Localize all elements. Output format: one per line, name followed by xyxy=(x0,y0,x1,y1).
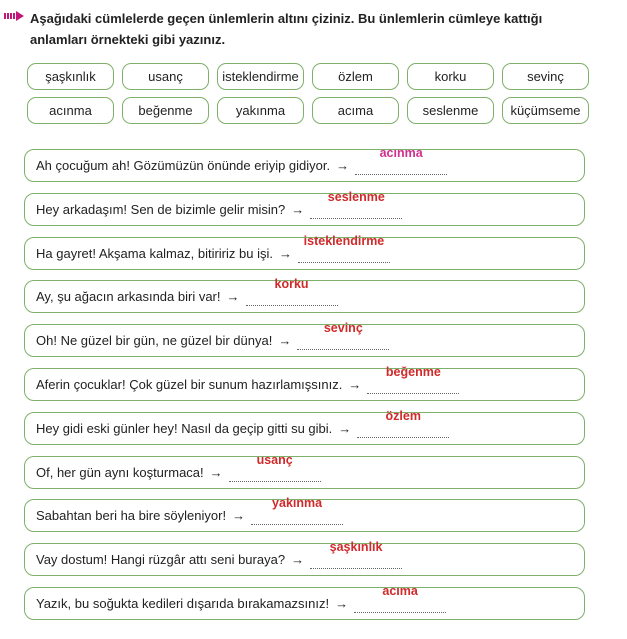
word-bank-item: isteklendirme xyxy=(217,63,304,90)
sentence-list xyxy=(24,146,585,631)
sentence-row xyxy=(24,540,585,576)
right-arrow-icon: → xyxy=(226,289,240,305)
answer-text: yakınma xyxy=(272,496,323,511)
right-arrow-icon: → xyxy=(232,508,246,524)
answer-field[interactable] xyxy=(367,364,459,394)
answer-text: isteklendirme xyxy=(303,233,385,248)
right-arrow-icon: → xyxy=(348,376,362,392)
answer-field[interactable] xyxy=(355,146,447,175)
answer-text: beğenme xyxy=(385,364,441,379)
answer-text: şaşkınlık xyxy=(329,540,383,555)
sentence-row xyxy=(24,408,585,445)
sentence-text: Of, her gün aynı koşturmaca! xyxy=(36,464,204,480)
word-bank-item: sevinç xyxy=(502,63,589,90)
right-arrow-icon: → xyxy=(291,552,305,568)
answer-field[interactable] xyxy=(246,277,338,306)
sentence-text: Hey gidi eski günler hey! Nasıl da geçip gitti su gibi. xyxy=(36,420,333,436)
instruction-text: Aşağıdaki cümlelerde geçen ünlemlerin altını çiziniz. Bu ünlemlerin cümleye kattığı anlamları örnekteki gibi yazınız. xyxy=(30,11,543,47)
sentence-row xyxy=(24,452,585,489)
answer-field[interactable] xyxy=(310,540,402,569)
answer-field[interactable] xyxy=(298,233,390,263)
word-bank-item: usanç xyxy=(122,63,209,90)
right-arrow-icon: → xyxy=(209,464,223,480)
word-bank-item: beğenme xyxy=(122,97,209,124)
answer-text: acıma xyxy=(382,583,418,598)
sentence-text: Hey arkadaşım! Sen de bizimle gelir misin? xyxy=(36,201,286,217)
sentence-row xyxy=(24,277,585,313)
word-bank-item: küçümseme xyxy=(502,97,589,124)
word-bank-item: acınma xyxy=(27,97,114,124)
word-bank-item: yakınma xyxy=(217,97,304,124)
word-bank-item: özlem xyxy=(312,63,399,90)
answer-text: seslenme xyxy=(327,189,385,204)
sentence-row xyxy=(24,189,585,226)
sentence-row xyxy=(24,233,585,270)
sentence-row xyxy=(24,321,585,357)
right-arrow-icon: → xyxy=(278,245,292,261)
right-arrow-icon: → xyxy=(335,595,349,611)
right-arrow-icon: → xyxy=(336,158,350,173)
sentence-row xyxy=(24,364,585,401)
word-bank-item: şaşkınlık xyxy=(27,63,114,90)
sentence-text: Ah çocuğum ah! Gözümüzün önünde eriyip gidiyor. xyxy=(36,158,331,173)
word-bank-item: seslenme xyxy=(407,97,494,124)
bullet-arrow-icon xyxy=(4,11,26,21)
right-arrow-icon: → xyxy=(291,201,305,217)
answer-field[interactable] xyxy=(310,189,402,219)
answer-field[interactable] xyxy=(297,321,389,350)
sentence-text: Aferin çocuklar! Çok güzel bir sunum hazırlamışsınız. xyxy=(36,376,343,392)
answer-field[interactable] xyxy=(354,583,446,613)
sentence-text: Yazık, bu soğukta kedileri dışarıda bırakamazsınız! xyxy=(36,595,330,611)
answer-text: usanç xyxy=(256,452,293,467)
sentence-text: Ay, şu ağacın arkasında biri var! xyxy=(36,289,221,305)
answer-text: korku xyxy=(274,277,309,292)
sentence-text: Vay dostum! Hangi rüzgâr attı seni buraya? xyxy=(36,552,286,568)
answer-field[interactable] xyxy=(251,496,343,525)
sentence-text: Oh! Ne güzel bir gün, ne güzel bir dünya! xyxy=(36,333,273,349)
sentence-row xyxy=(24,496,585,532)
sentence-row xyxy=(24,583,585,620)
answer-field[interactable] xyxy=(229,452,321,482)
answer-text: özlem xyxy=(385,408,421,423)
right-arrow-icon: → xyxy=(278,333,292,349)
word-bank xyxy=(27,63,589,124)
answer-text: sevinç xyxy=(323,321,363,336)
word-bank-item: korku xyxy=(407,63,494,90)
answer-field[interactable] xyxy=(357,408,449,438)
right-arrow-icon: → xyxy=(338,420,352,436)
sentence-text: Sabahtan beri ha bire söyleniyor! xyxy=(36,508,227,524)
sentence-text: Ha gayret! Akşama kalmaz, bitiririz bu işi. xyxy=(36,245,273,261)
answer-text: acınma xyxy=(379,146,423,160)
sentence-row xyxy=(24,146,585,182)
word-bank-item: acıma xyxy=(312,97,399,124)
